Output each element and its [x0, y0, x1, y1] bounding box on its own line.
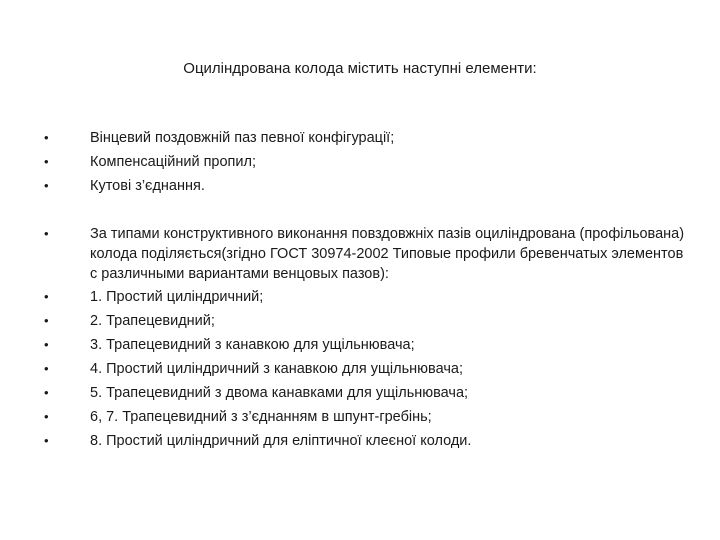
list-item-text: 5. Трапецевидний з двома канавками для ущільнювача;	[90, 385, 469, 401]
bullet-icon: •	[44, 226, 49, 241]
list-item-text: Компенсаційний пропил;	[90, 154, 256, 170]
list-item-text: 8. Простий циліндричний для еліптичної клеєної колоди.	[90, 433, 472, 449]
list-item-text: 3. Трапецевидний з канавкою для ущільнювача;	[90, 337, 415, 353]
slide-title: Оциліндрована колода містить наступні елементи:	[183, 60, 537, 77]
list-item-text: 1. Простий циліндричний;	[90, 289, 264, 305]
list-item-text: 2. Трапецевидний;	[90, 313, 215, 329]
bullet-icon: •	[44, 178, 49, 193]
bullet-icon: •	[44, 154, 49, 169]
list-item-text: Кутові з’єднання.	[90, 178, 205, 194]
bullet-icon: •	[44, 433, 49, 448]
list-item-text: Вінцевий поздовжній паз певної конфігурації;	[90, 130, 395, 146]
bullet-icon: •	[44, 409, 49, 424]
bullet-icon: •	[44, 361, 49, 376]
bullet-icon: •	[44, 385, 49, 400]
list-item-text: 6, 7. Трапецевидний з з’єднанням в шпунт-гребінь;	[90, 409, 432, 425]
bullet-icon: •	[44, 130, 49, 145]
bullet-icon: •	[44, 289, 49, 304]
bullet-icon: •	[44, 337, 49, 352]
bullet-icon: •	[44, 313, 49, 328]
list-item-text: 4. Простий циліндричний з канавкою для ущільнювача;	[90, 361, 463, 377]
list-item-text: За типами конструктивного виконання повздовжніх пазів оциліндрована (профільована) колода поділяється(згідно ГОСТ 30974-2002 Типовые профили бревенчатых элементов с различными вариантами венцовых пазов):	[90, 226, 685, 282]
